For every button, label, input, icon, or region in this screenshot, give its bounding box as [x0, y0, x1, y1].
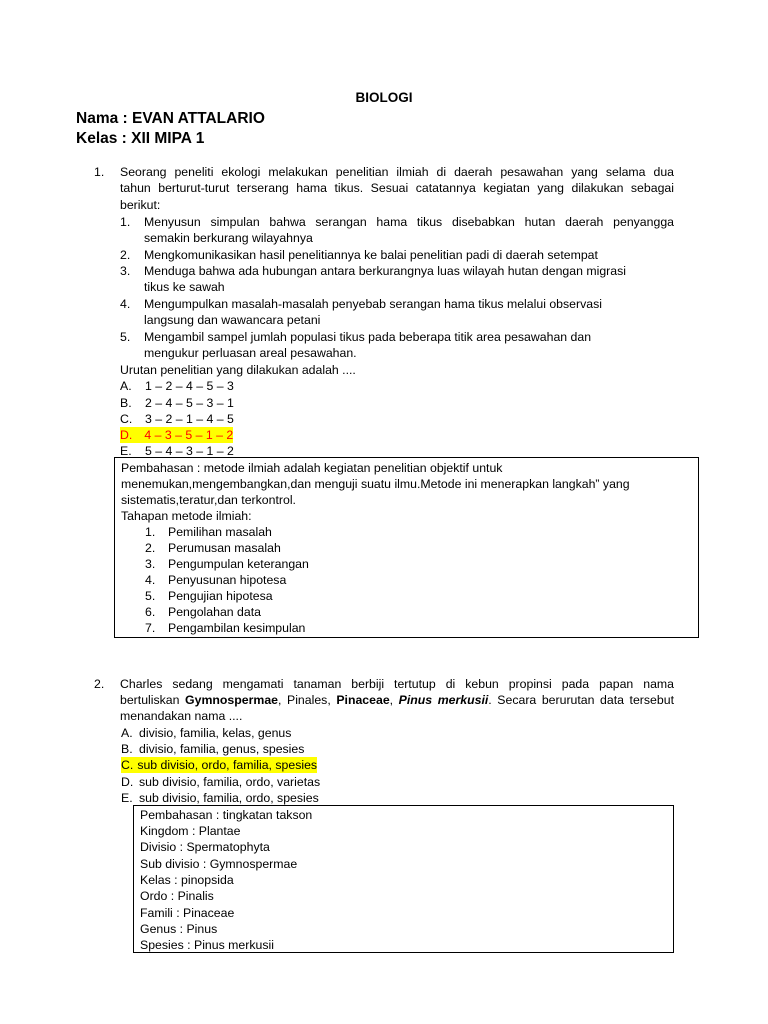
stage-text: Pemilihan masalah — [168, 525, 272, 539]
question-stem-line: berikut: — [120, 198, 161, 212]
step-number: 5. — [120, 330, 131, 344]
option-letter: B. — [120, 396, 132, 410]
correct-answer-option — [121, 757, 317, 773]
discussion-box — [114, 457, 699, 638]
stage-text: Penyusunan hipotesa — [168, 573, 287, 587]
stage-number: 5. — [145, 589, 156, 603]
discussion-line: menemukan,mengembangkan,dan menguji suatu ilmu.Metode ini menerapkan langkah” yang — [121, 477, 630, 491]
page-title: BIOLOGI — [355, 90, 413, 105]
stage-number: 7. — [145, 621, 156, 635]
step-number: 1. — [120, 215, 131, 229]
stage-text: Perumusan masalah — [168, 541, 281, 555]
stage-number: 2. — [145, 541, 156, 555]
option-text: 2 – 4 – 5 – 3 – 1 — [145, 396, 234, 410]
step-text: langsung dan wawancara petani — [144, 313, 321, 327]
discussion-line: Ordo : Pinalis — [140, 889, 214, 903]
option-text: 1 – 2 – 4 – 5 – 3 — [145, 379, 234, 393]
option-text: sub divisio, ordo, familia, spesies — [137, 758, 318, 772]
question-stem-line: menandakan nama .... — [120, 709, 243, 723]
discussion-line: Pembahasan : tingkatan takson — [140, 808, 313, 822]
discussion-line: Spesies : Pinus merkusii — [140, 938, 274, 952]
discussion-line: sistematis,teratur,dan terkontrol. — [121, 493, 296, 507]
discussion-box — [133, 805, 674, 953]
stage-number: 1. — [145, 525, 156, 539]
question-stem-line: Seorang peneliti ekologi melakukan penelitian ilmiah di daerah pesawahan yang selama dua — [120, 165, 674, 179]
stage-text: Pengolahan data — [168, 605, 261, 619]
option-text: divisio, familia, kelas, genus — [139, 726, 292, 740]
student-class: Kelas : XII MIPA 1 — [76, 130, 205, 147]
step-text: Mengkomunikasikan hasil penelitiannya ke balai penelitian padi di daerah setempat — [144, 248, 598, 262]
step-text: Mengambil sampel jumlah populasi tikus pada beberapa titik area pesawahan dan — [144, 330, 592, 344]
discussion-line: Kelas : pinopsida — [140, 873, 234, 887]
question-stem-line: Charles sedang mengamati tanaman berbiji tertutup di kebun propinsi pada papan nama — [120, 677, 674, 691]
option-text: 5 – 4 – 3 – 1 – 2 — [145, 444, 234, 458]
step-text: tikus ke sawah — [144, 280, 225, 294]
discussion-line: Sub divisio : Gymnospermae — [140, 857, 298, 871]
option-text: 4 – 3 – 5 – 1 – 2 — [144, 428, 234, 442]
step-text: semakin berkurang wilayahnya — [144, 231, 313, 245]
question-stem-line: bertuliskan Gymnospermae, Pinales, Pinaceae, Pinus merkusii. Secara berurutan data tersebut — [120, 693, 674, 707]
option-letter: E. — [121, 791, 133, 805]
discussion-line: Pembahasan : metode ilmiah adalah kegiatan penelitian objektif untuk — [121, 461, 503, 475]
option-text: sub divisio, familia, ordo, varietas — [139, 775, 321, 789]
question-number: 1. — [94, 165, 105, 179]
option-letter: C. — [121, 758, 134, 772]
discussion-line: Famili : Pinaceae — [140, 906, 235, 920]
step-number: 4. — [120, 297, 131, 311]
option-text: divisio, familia, genus, spesies — [139, 742, 305, 756]
student-name: Nama : EVAN ATTALARIO — [76, 110, 265, 127]
question-number: 2. — [94, 677, 105, 691]
option-letter: C. — [120, 412, 133, 426]
option-letter: B. — [121, 742, 133, 756]
question-prompt: Urutan penelitian yang dilakukan adalah .... — [120, 363, 356, 377]
discussion-line: Tahapan metode ilmiah: — [121, 509, 252, 523]
stage-text: Pengumpulan keterangan — [168, 557, 309, 571]
discussion-line: Genus : Pinus — [140, 922, 218, 936]
step-number: 3. — [120, 264, 131, 278]
question-stem-line: tahun berturut-turut terserang hama tikus. Sesuai catatannya kegiatan yang dilakukan sebagai — [120, 181, 674, 195]
stage-number: 3. — [145, 557, 156, 571]
step-text: mengukur perluasan areal pesawahan. — [144, 346, 357, 360]
option-text: sub divisio, familia, ordo, spesies — [139, 791, 319, 805]
stage-text: Pengambilan kesimpulan — [168, 621, 306, 635]
discussion-line: Divisio : Spermatophyta — [140, 840, 270, 854]
option-text: 3 – 2 – 1 – 4 – 5 — [145, 412, 234, 426]
option-letter: D. — [120, 428, 133, 442]
step-text: Mengumpulkan masalah-masalah penyebab serangan hama tikus melalui observasi — [144, 297, 602, 311]
option-letter: A. — [120, 379, 132, 393]
step-number: 2. — [120, 248, 131, 262]
step-text: Menyusun simpulan bahwa serangan hama tikus disebabkan hutan daerah penyangga — [144, 215, 674, 229]
correct-answer-option — [120, 427, 233, 443]
option-letter: D. — [121, 775, 134, 789]
step-text: Menduga bahwa ada hubungan antara berkurangnya luas wilayah hutan dengan migrasi — [144, 264, 626, 278]
option-letter: A. — [121, 726, 133, 740]
stage-text: Pengujian hipotesa — [168, 589, 273, 603]
discussion-line: Kingdom : Plantae — [140, 824, 241, 838]
option-letter: E. — [120, 444, 132, 458]
stage-number: 4. — [145, 573, 156, 587]
stage-number: 6. — [145, 605, 156, 619]
